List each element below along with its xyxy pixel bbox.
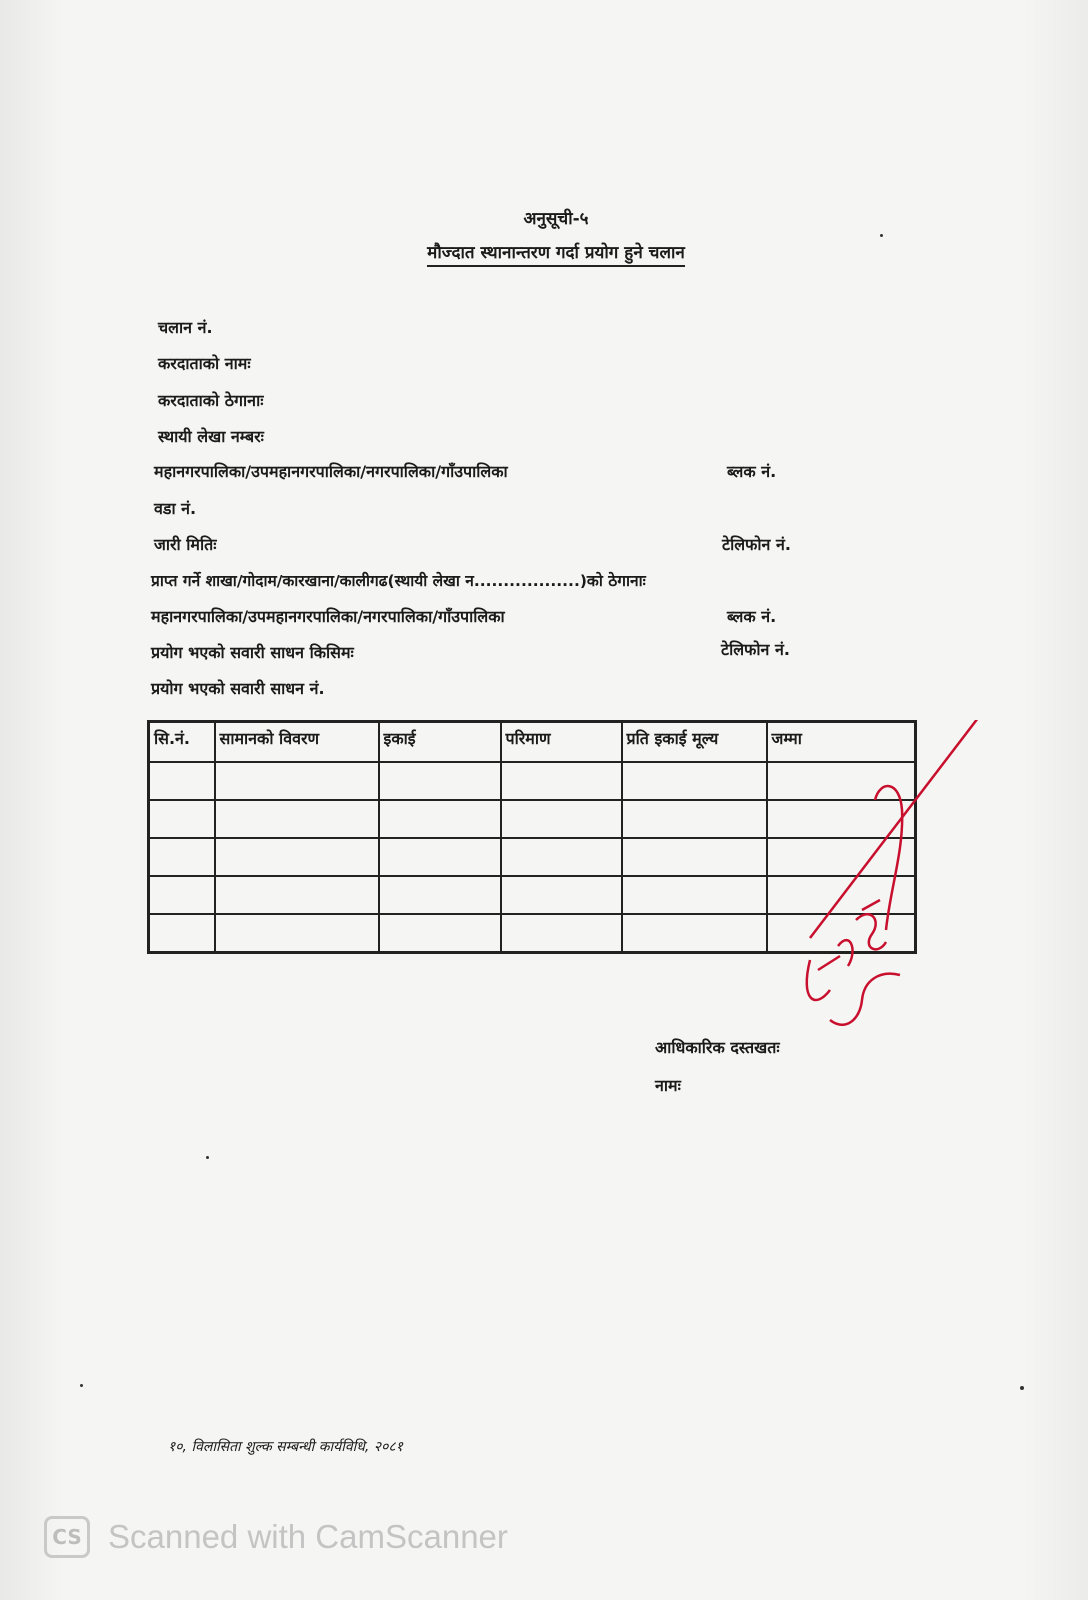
- signatory-name-label: नामः: [655, 1076, 681, 1095]
- table-cell: [501, 914, 622, 953]
- taxpayer-address-label: करदाताको ठेगानाः: [158, 391, 264, 410]
- header-item-description: सामानको विवरण: [215, 722, 379, 763]
- camscanner-text: Scanned with CamScanner: [108, 1518, 508, 1555]
- pen-initials-3: [830, 974, 900, 1025]
- scan-speck: [80, 1384, 83, 1387]
- block-no-label-2: ब्लक नं.: [727, 607, 777, 626]
- header-total: जम्मा: [767, 722, 916, 763]
- page-footer: १०, विलासिता शुल्क सम्बन्धी कार्यविधि, २०८१: [168, 1439, 403, 1455]
- table-cell: [379, 838, 501, 876]
- form-title: मौज्दात स्थानान्तरण गर्दा प्रयोग हुने चलान: [12, 240, 1088, 263]
- scan-speck: [880, 234, 883, 237]
- header-quantity: परिमाण: [501, 722, 622, 763]
- table-cell: [379, 914, 501, 953]
- table-cell: [379, 762, 501, 800]
- receiving-branch-label: प्राप्त गर्ने शाखा/गोदाम/कारखाना/कालीगढ(स्थायी लेखा न..................)को ठेगानाः: [151, 572, 646, 590]
- table-cell: [215, 876, 379, 914]
- table-cell: [622, 876, 767, 914]
- table-cell: [622, 838, 767, 876]
- table-cell: [501, 876, 622, 914]
- pen-initials-2: [856, 900, 886, 949]
- table-cell: [501, 838, 622, 876]
- ward-no-label: वडा नं.: [154, 499, 197, 518]
- camscanner-logo-icon: CS: [44, 1516, 90, 1558]
- municipality-label-2: महानगरपालिका/उपमहानगरपालिका/नगरपालिका/गाँउपालिका: [151, 607, 505, 626]
- telephone-label-1: टेलिफोन नं.: [722, 535, 791, 554]
- table-cell: [622, 914, 767, 953]
- official-signature-label: आधिकारिक दस्तखतः: [655, 1038, 780, 1057]
- table-cell: [622, 762, 767, 800]
- vehicle-type-label: प्रयोग भएको सवारी साधन किसिमः: [151, 643, 354, 662]
- table-cell: [149, 876, 215, 914]
- pen-slash-line: [810, 720, 978, 938]
- pen-cross-mark: [790, 720, 990, 1060]
- telephone-label-2: टेलिफोन नं.: [721, 640, 790, 659]
- table-cell: [149, 800, 215, 838]
- header-unit-price: प्रति इकाई मूल्य: [622, 722, 767, 763]
- chalan-no-label: चलान नं.: [158, 318, 213, 337]
- pan-label: स्थायी लेखा नम्बरः: [158, 427, 264, 446]
- block-no-label-1: ब्लक नं.: [727, 462, 777, 481]
- pen-initials-1: [807, 940, 853, 1000]
- issue-date-label: जारी मितिः: [154, 535, 217, 554]
- municipality-label-1: महानगरपालिका/उपमहानगरपालिका/नगरपालिका/गाँउपालिका: [154, 462, 508, 481]
- header-serial-no: सि.नं.: [149, 722, 215, 763]
- header-unit: इकाई: [379, 722, 501, 763]
- table-cell: [379, 800, 501, 838]
- scan-speck: [1020, 1386, 1024, 1390]
- vehicle-no-label: प्रयोग भएको सवारी साधन नं.: [151, 679, 325, 698]
- table-cell: [501, 800, 622, 838]
- table-cell: [379, 876, 501, 914]
- scan-speck: [206, 1156, 209, 1159]
- table-cell: [149, 914, 215, 953]
- table-cell: [622, 800, 767, 838]
- schedule-label: अनुसूची-५: [523, 209, 589, 229]
- table-cell: [215, 762, 379, 800]
- table-cell: [149, 838, 215, 876]
- pen-cross-line: [875, 786, 902, 930]
- table-cell: [501, 762, 622, 800]
- table-cell: [215, 838, 379, 876]
- taxpayer-name-label: करदाताको नामः: [158, 354, 251, 373]
- table-cell: [215, 800, 379, 838]
- table-cell: [149, 762, 215, 800]
- table-cell: [215, 914, 379, 953]
- camscanner-watermark: [44, 1514, 508, 1560]
